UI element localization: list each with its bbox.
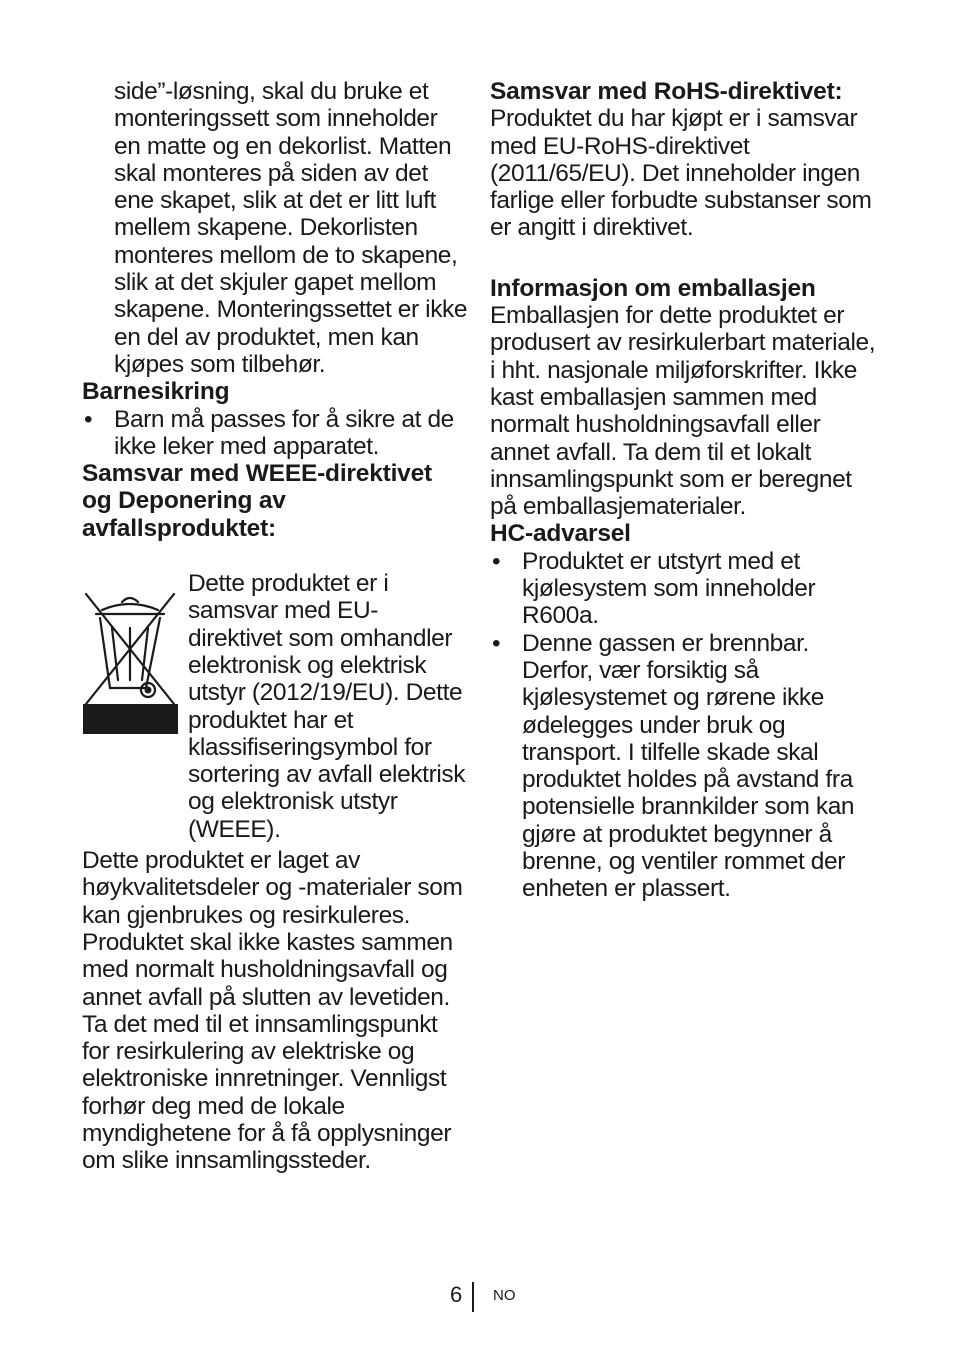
- recycling-paragraph: Dette produktet er laget av høykvalitetsdeler og -materialer som kan gjenbrukes og resirkuleres. Produktet skal ikke kastes sammen med normalt husholdningsavfall og annet avfall på slutten av levetiden. Ta det med til et innsamlingspunkt for resirkulering av elektriske og elektroniske innretninger. Vennligst forhør deg med de lokale myndighetene for å få opplysninger om slike innsamlingssteder.: [82, 847, 463, 1175]
- weee-heading: Samsvar med WEEE-direktivet og Deponering av avfallsproduktet:: [82, 460, 432, 542]
- list-item: • Denne gassen er brennbar. Derfor, vær forsiktig så kjølesystemet og rørene ikke ødelegges under bruk og transport. I tilfelle skade skal produktet holdes på avstand fra potensielle brannkilder som kan gjøre at produktet begynner å brenne, og ventiler rommet der enheten er plassert.: [490, 630, 880, 903]
- right-column: [490, 78, 880, 903]
- language-code: NO: [493, 1287, 516, 1304]
- child-lock-heading: Barnesikring: [82, 378, 230, 406]
- page-number: 6: [450, 1282, 463, 1307]
- left-column: [82, 78, 468, 1175]
- hc-warning-heading: HC-advarsel: [490, 520, 631, 548]
- page-footer: [0, 1280, 954, 1320]
- crossed-out-wheelie-bin-icon: [82, 580, 178, 734]
- rohs-paragraph: Produktet du har kjøpt er i samsvar med EU-RoHS-direktivet (2011/65/EU). Det inneholder ingen farlige eller forbudte substanser som er angitt i direktivet.: [490, 105, 872, 242]
- weee-paragraph: Dette produktet er i samsvar med EU-direktivet som omhandler elektronisk og elektrisk utstyr (2012/19/EU). Dette produktet har et klassifiseringsymbol for sortering av avfall elektrisk og elektronisk utstyr (WEEE).: [188, 570, 466, 843]
- installation-paragraph: side”-løsning, skal du bruke et monteringssett som inneholder en matte og en dekorlist. Matten skal monteres på siden av det ene skapet, slik at det er litt luft mellem skapene. Dekorlisten monteres mellom de to skapene, slik at det skjuler gapet mellom skapene. Monteringssettet er ikke en del av produktet, men kan kjøpes som tilbehør.: [114, 78, 468, 378]
- footer-divider: [472, 1282, 474, 1312]
- weee-section: [82, 570, 468, 843]
- hc-warning-list: [490, 548, 880, 903]
- rohs-heading: Samsvar med RoHS-direktivet:: [490, 78, 843, 105]
- packaging-paragraph: Emballasjen for dette produktet er produsert av resirkulerbart materiale, i hht. nasjonale miljøforskrifter. Ikke kast emballasjen sammen med normalt husholdningsavfall eller annet avfall. Ta dem til et lokalt innsamlingspunkt som er beregnet på emballasjematerialer.: [490, 302, 876, 521]
- packaging-heading: Informasjon om emballasjen: [490, 274, 816, 302]
- child-lock-list: [82, 406, 468, 461]
- list-item: • Produktet er utstyrt med et kjølesystem som inneholder R600a.: [490, 548, 880, 630]
- list-item: • Barn må passes for å sikre at de ikke leker med apparatet.: [82, 406, 468, 461]
